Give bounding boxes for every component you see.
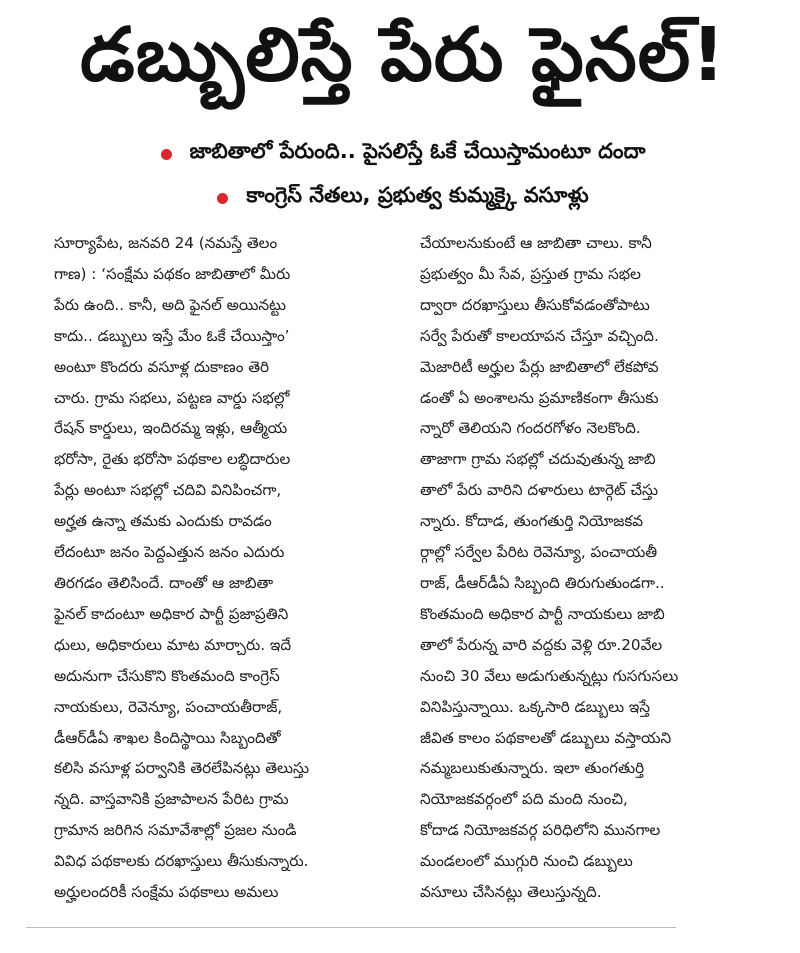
body-line: అదునుగా చేసుకొని కొంతమంది కాంగ్రెస్ bbox=[54, 666, 280, 685]
right-column bbox=[420, 228, 760, 908]
subheading-1-text: జాబితాలో పేరుంది.. పైసలిస్తే ఓకే చేయిస్తామంటూ దందా bbox=[189, 139, 646, 163]
subheading-2 bbox=[26, 180, 780, 216]
body-line: పేర్లు అంటూ సభల్లో చదివి వినిపించగా, bbox=[54, 481, 282, 500]
body-line: కాదు.. డబ్బులు ఇస్తే మేం ఓకే చేయిస్తాం’ bbox=[54, 326, 290, 345]
red-bullet-icon bbox=[161, 149, 172, 160]
body-line: గాణ) : ‘సంక్షేమ పథకం జాబితాలో మీరు bbox=[54, 264, 291, 283]
body-line: ప్రభుత్వం మీ సేవ, ప్రస్తుత గ్రామ సభల bbox=[420, 264, 641, 283]
body-line: తాలో పేరున్న వారి వద్దకు వెళ్లి రూ.20వేల bbox=[420, 635, 663, 654]
body-line: చేయాలనుకుంటే ఆ జాబితా చాలు. కానీ bbox=[420, 234, 652, 252]
body-line: చారు. గ్రామ సభలు, పట్టణ వార్డు సభల్లో bbox=[54, 388, 290, 407]
headline: డబ్బులిస్తే పేరు ఫైనల్! bbox=[80, 12, 726, 98]
body-line: న్నారో తెలియని గందరగోళం నెలకొంది. bbox=[420, 419, 641, 438]
page-margin bbox=[780, 0, 800, 953]
body-line: న్నది. వాస్తవానికి ప్రజాపాలన పేరిట గ్రామ bbox=[54, 790, 289, 809]
body-line: ధులు, అధికారులు మాట మార్చారు. ఇదే bbox=[54, 635, 292, 654]
body-line: నమ్మబలుకుతున్నారు. ఇలా తుంగతుర్తి bbox=[420, 759, 645, 778]
body-line: తాజాగా గ్రామ సభల్లో చదువుతున్న జాబి bbox=[420, 450, 656, 469]
bottom-divider bbox=[26, 927, 676, 928]
body-line: తిరగడం తెలిసిందే. దాంతో ఆ జాబితా bbox=[54, 573, 274, 592]
body-line: లేదంటూ జనం పెద్దఎత్తున జనం ఎదురు bbox=[54, 543, 285, 562]
red-bullet-icon bbox=[217, 193, 228, 204]
newspaper-clipping bbox=[26, 0, 780, 953]
body-line: డంతో ఏ అంశాలను ప్రమాణికంగా తీసుకు bbox=[420, 388, 659, 407]
body-line: కొంతమంది అధికార పార్టీ నాయకులు జాబి bbox=[420, 604, 665, 623]
body-line: ర్గాల్లో సర్వేల పేరిట రెవెన్యూ, పంచాయతీ bbox=[420, 543, 658, 562]
body-line: వినిపిస్తున్నాయి. ఒక్కసారి డబ్బులు ఇస్తే bbox=[420, 697, 651, 716]
body-line: కలిసి వసూళ్ల పర్వానికి తెరలేపినట్లు తెలుస్తు bbox=[54, 759, 309, 778]
body-line: పేరు ఉంది.. కానీ, అది ఫైనల్ అయినట్టు bbox=[54, 295, 287, 314]
body-line: రాజ్, డీఆర్‌డీఏ సిబ్బంది తిరుగుతుండగా.. bbox=[420, 573, 665, 592]
body-line: న్నారు. కోదాడ, తుంగతుర్తి నియోజకవ bbox=[420, 512, 644, 531]
body-line: రేషన్ కార్డులు, ఇందిరమ్మ ఇళ్లు, ఆత్మీయ bbox=[54, 419, 288, 438]
body-line: గ్రామాన జరిగిన సమావేశాల్లో ప్రజల నుండి bbox=[54, 821, 297, 840]
article-body bbox=[54, 228, 760, 908]
body-line: ఫైనల్ కాదంటూ అధికార పార్టీ ప్రజాప్రతిని bbox=[54, 604, 289, 623]
body-line: మెజారిటీ అర్హుల పేర్లు జాబితాలో లేకపోవ bbox=[420, 357, 659, 376]
body-line: నియోజకవర్గంలో పది మంది నుంచి, bbox=[420, 790, 628, 809]
body-line: భరోసా, రైతు భరోసా పథకాల లబ్ధిదారుల bbox=[54, 450, 291, 469]
body-line: నాయకులు, రెవెన్యూ, పంచాయతీరాజ్, bbox=[54, 697, 283, 716]
body-line: తాలో పేరు వారిని దళారులు టార్గెట్ చేస్తు bbox=[420, 481, 658, 500]
subheading-2-text: కాంగ్రెస్ నేతలు, ప్రభుత్వ కుమ్మక్కై వసూళ్లు bbox=[246, 183, 589, 207]
body-line: ద్వారా దరఖాస్తులు తీసుకోవడంతోపాటు bbox=[420, 295, 650, 314]
subheading-1 bbox=[26, 136, 780, 172]
body-line: డీఆర్‌డీఏ శాఖల కిందిస్థాయి సిబ్బందితో bbox=[54, 728, 281, 747]
body-line: వివిధ పథకాలకు దరఖాస్తులు తీసుకున్నారు. bbox=[54, 852, 309, 871]
left-column bbox=[54, 228, 394, 908]
body-line: అర్హత ఉన్నా తమకు ఎందుకు రావడం bbox=[54, 512, 272, 531]
body-line: వసూలు చేసినట్లు తెలుస్తున్నది. bbox=[420, 883, 602, 902]
body-line: అర్హులందరికీ సంక్షేమ పథకాలు అమలు bbox=[54, 883, 279, 902]
body-line: కోదాడ నియోజకవర్గ పరిధిలోని మునగాల bbox=[420, 821, 661, 840]
body-line: సర్వే పేరుతో కాలయాపన చేస్తూ వచ్చింది. bbox=[420, 326, 659, 345]
body-line: అంటూ కొందరు వసూళ్ల దుకాణం తెరి bbox=[54, 357, 270, 376]
body-line: మండలంలో ముగ్గురి నుంచి డబ్బులు bbox=[420, 852, 633, 871]
body-line: జీవిత కాలం పథకాలతో డబ్బులు వస్తాయని bbox=[420, 728, 672, 747]
body-line: నుంచి 30 వేలు అడుగుతున్నట్లు గుసగుసలు bbox=[420, 666, 679, 685]
body-line: సూర్యాపేట, జనవరి 24 (నమస్తే తెలం bbox=[54, 234, 278, 252]
